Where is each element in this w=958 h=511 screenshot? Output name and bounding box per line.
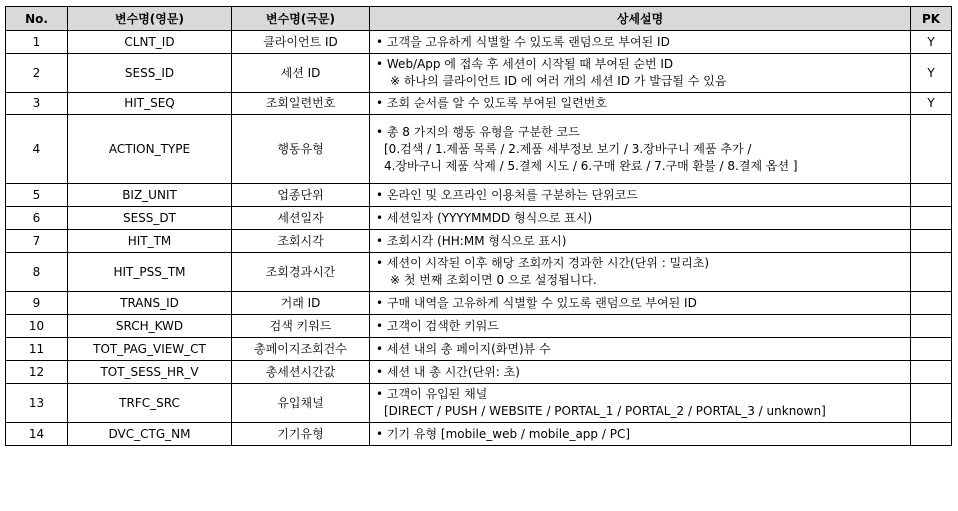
variable-name-kor: 세션 ID (232, 54, 370, 93)
row-number: 11 (6, 338, 68, 361)
description-cell (370, 253, 911, 292)
pk-flag: Y (911, 93, 952, 115)
description-line: • 온라인 및 오프라인 이용처를 구분하는 단위코드 (376, 187, 638, 202)
description-line: • 고객이 유입된 채널 (376, 387, 488, 401)
variable-name-kor: 총세션시간값 (232, 361, 370, 384)
header-eng-name: 변수명(영문) (68, 7, 232, 31)
description-line: • 세션일자 (YYYYMMDD 형식으로 표시) (376, 210, 593, 225)
variable-name-eng: SESS_ID (68, 54, 232, 93)
pk-flag (911, 230, 952, 253)
variable-name-eng: TOT_PAG_VIEW_CT (68, 338, 232, 361)
variable-name-kor: 업종단위 (232, 184, 370, 207)
row-number: 7 (6, 230, 68, 253)
row-number: 6 (6, 207, 68, 230)
description-line: • 구매 내역을 고유하게 식별할 수 있도록 랜덤으로 부여된 ID (376, 295, 697, 310)
description-line: • Web/App 에 접속 후 세션이 시작될 때 부여된 순번 ID (376, 57, 674, 71)
variable-name-eng: DVC_CTG_NM (68, 423, 232, 446)
header-row (6, 7, 952, 31)
table-row (6, 93, 952, 115)
row-number: 10 (6, 315, 68, 338)
row-number: 2 (6, 54, 68, 93)
description-line: ※ 하나의 클라이언트 ID 에 여러 개의 세션 ID 가 발급될 수 있음 (390, 74, 727, 88)
description-cell (370, 54, 911, 93)
variable-name-eng: TOT_SESS_HR_V (68, 361, 232, 384)
pk-flag (911, 338, 952, 361)
row-number: 3 (6, 93, 68, 115)
variable-name-eng: TRANS_ID (68, 292, 232, 315)
description-line: 4.장바구니 제품 삭제 / 5.결제 시도 / 6.구매 완료 / 7.구매 환불 / 8.결제 옵션 ] (384, 158, 798, 173)
description-cell (370, 230, 911, 253)
description-line: [DIRECT / PUSH / WEBSITE / PORTAL_1 / PORTAL_2 / PORTAL_3 / unknown] (384, 404, 826, 418)
variable-name-kor: 조회시각 (232, 230, 370, 253)
description-line: [0.검색 / 1.제품 목록 / 2.제품 세부정보 보기 / 3.장바구니 제품 추가 / (384, 141, 752, 156)
description-cell (370, 207, 911, 230)
description-cell (370, 423, 911, 446)
table-row (6, 115, 952, 184)
variable-name-eng: TRFC_SRC (68, 384, 232, 423)
description-line: • 기기 유형 [mobile_web / mobile_app / PC] (376, 426, 631, 441)
row-number: 13 (6, 384, 68, 423)
variable-name-kor: 조회일련번호 (232, 93, 370, 115)
table-row (6, 207, 952, 230)
header-description: 상세설명 (370, 7, 911, 31)
row-number: 1 (6, 31, 68, 54)
description-cell (370, 184, 911, 207)
variable-name-kor: 거래 ID (232, 292, 370, 315)
pk-flag (911, 384, 952, 423)
pk-flag (911, 292, 952, 315)
description-line: • 세션 내의 총 페이지(화면)뷰 수 (376, 341, 551, 356)
variable-name-eng: HIT_PSS_TM (68, 253, 232, 292)
variable-definition-table (5, 6, 952, 446)
pk-flag (911, 253, 952, 292)
table-row (6, 54, 952, 93)
table-row (6, 315, 952, 338)
variable-name-eng: SESS_DT (68, 207, 232, 230)
description-cell (370, 292, 911, 315)
description-cell (370, 361, 911, 384)
description-line: • 세션이 시작된 이후 해당 조회까지 경과한 시간(단위 : 밀리초) (376, 256, 710, 270)
pk-flag (911, 361, 952, 384)
description-line: ※ 첫 번째 조회이면 0 으로 설정됩니다. (390, 273, 597, 287)
variable-name-kor: 유입채널 (232, 384, 370, 423)
pk-flag (911, 184, 952, 207)
description-cell (370, 93, 911, 115)
table-row (6, 184, 952, 207)
variable-name-kor: 행동유형 (232, 115, 370, 184)
variable-name-kor: 세션일자 (232, 207, 370, 230)
description-line: • 총 8 가지의 행동 유형을 구분한 코드 (376, 124, 580, 139)
table-row (6, 292, 952, 315)
header-kor-name: 변수명(국문) (232, 7, 370, 31)
table-row (6, 423, 952, 446)
variable-name-kor: 기기유형 (232, 423, 370, 446)
pk-flag: Y (911, 54, 952, 93)
variable-name-kor: 조회경과시간 (232, 253, 370, 292)
pk-flag: Y (911, 31, 952, 54)
table-row (6, 384, 952, 423)
variable-name-eng: CLNT_ID (68, 31, 232, 54)
description-line: • 조회 순서를 알 수 있도록 부여된 일련번호 (376, 96, 607, 110)
variable-name-eng: SRCH_KWD (68, 315, 232, 338)
table-row (6, 230, 952, 253)
header-no: No. (6, 7, 68, 31)
row-number: 9 (6, 292, 68, 315)
table-row (6, 253, 952, 292)
variable-name-kor: 총페이지조회건수 (232, 338, 370, 361)
row-number: 4 (6, 115, 68, 184)
row-number: 5 (6, 184, 68, 207)
pk-flag (911, 115, 952, 184)
variable-name-kor: 검색 키워드 (232, 315, 370, 338)
row-number: 8 (6, 253, 68, 292)
variable-name-eng: BIZ_UNIT (68, 184, 232, 207)
header-pk: PK (911, 7, 952, 31)
description-cell (370, 115, 911, 184)
pk-flag (911, 207, 952, 230)
table-row (6, 31, 952, 54)
description-line: • 고객이 검색한 키워드 (376, 318, 499, 333)
description-line: • 고객을 고유하게 식별할 수 있도록 랜덤으로 부여된 ID (376, 34, 670, 49)
pk-flag (911, 315, 952, 338)
variable-name-eng: ACTION_TYPE (68, 115, 232, 184)
variable-name-kor: 클라이언트 ID (232, 31, 370, 54)
description-cell (370, 384, 911, 423)
table-body (6, 31, 952, 446)
description-cell (370, 315, 911, 338)
pk-flag (911, 423, 952, 446)
description-line: • 세션 내 총 시간(단위: 초) (376, 364, 520, 379)
table-row (6, 361, 952, 384)
description-cell (370, 31, 911, 54)
variable-name-eng: HIT_SEQ (68, 93, 232, 115)
table-row (6, 338, 952, 361)
variable-name-eng: HIT_TM (68, 230, 232, 253)
row-number: 14 (6, 423, 68, 446)
description-line: • 조회시각 (HH:MM 형식으로 표시) (376, 233, 567, 248)
description-cell (370, 338, 911, 361)
row-number: 12 (6, 361, 68, 384)
